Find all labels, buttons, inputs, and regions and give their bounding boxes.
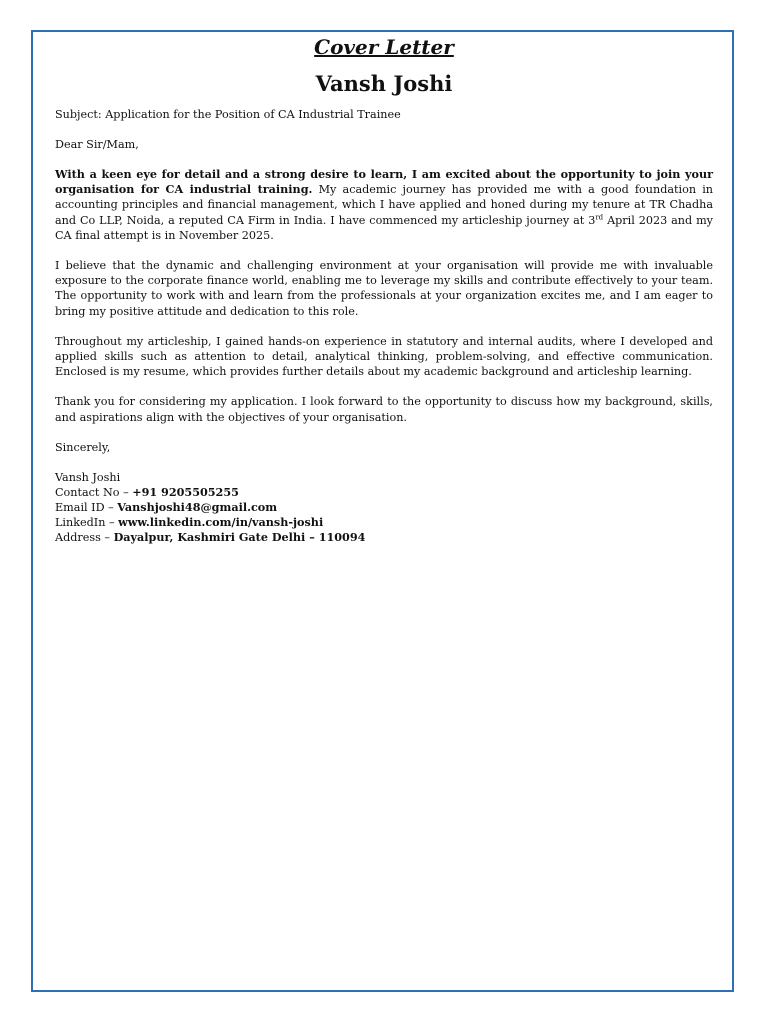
intro-bold-text: With a keen eye for detail and a strong desire to learn, I am excited about the opportunity to join your organisation for CA industrial training.: [55, 167, 713, 197]
intro-text-b: April 2023 and my CA final attempt is in November 2025.: [55, 213, 713, 242]
address-label: Address –: [55, 530, 114, 544]
closing: Sincerely,: [55, 440, 111, 454]
applicant-name-heading: Vansh Joshi: [315, 71, 453, 96]
paragraph-experience: Throughout my articleship, I gained hands-on experience in statutory and internal audits, where I developed and applied skills such as attention to detail, analytical thinking, problem-solving, and effective communication. Enclosed is my resume, which provides further details about my academic background and articleship learning.: [55, 334, 713, 379]
email-label: Email ID –: [55, 500, 118, 514]
paragraph-intro: [55, 167, 713, 243]
letter-content: [55, 34, 713, 545]
address-value: Dayalpur, Kashmiri Gate Delhi – 110094: [113, 529, 366, 544]
ordinal-superscript: rd: [595, 212, 604, 221]
linkedin-value: www.linkedin.com/in/vansh-joshi: [118, 514, 324, 529]
signature-block: [55, 470, 713, 545]
contact-value: +91 9205505255: [132, 484, 239, 499]
paragraph-thanks: Thank you for considering my application. I look forward to the opportunity to discuss how my background, skills, and aspirations align with the objectives of your organisation.: [55, 395, 713, 424]
address-line: [55, 530, 713, 545]
document-title: Cover Letter: [314, 35, 454, 59]
email-line: [55, 500, 713, 515]
contact-label: Contact No –: [55, 485, 133, 499]
linkedin-label: LinkedIn –: [55, 515, 119, 529]
email-value: Vanshjoshi48@gmail.com: [117, 499, 278, 514]
salutation: Dear Sir/Mam,: [55, 138, 139, 151]
signature-name: Vansh Joshi: [55, 470, 121, 484]
linkedin-line: [55, 515, 713, 530]
contact-line: [55, 485, 713, 500]
paragraph-environment: I believe that the dynamic and challenging environment at your organisation will provide me with invaluable exposure to the corporate finance world, enabling me to leverage my skills and contribute effectively to your team. The opportunity to work with and learn from the professionals at your organization excites me, and I am eager to bring my positive attitude and dedication to this role.: [55, 259, 713, 318]
intro-text-a: My academic journey has provided me with a good foundation in accounting principles and financial management, which I have applied and honed during my tenure at TR Chadha and Co LLP, Noida, a reputed CA Firm in India. I have commenced my articleship journey at 3: [55, 183, 713, 227]
subject-line: Subject: Application for the Position of CA Industrial Trainee: [55, 108, 401, 121]
